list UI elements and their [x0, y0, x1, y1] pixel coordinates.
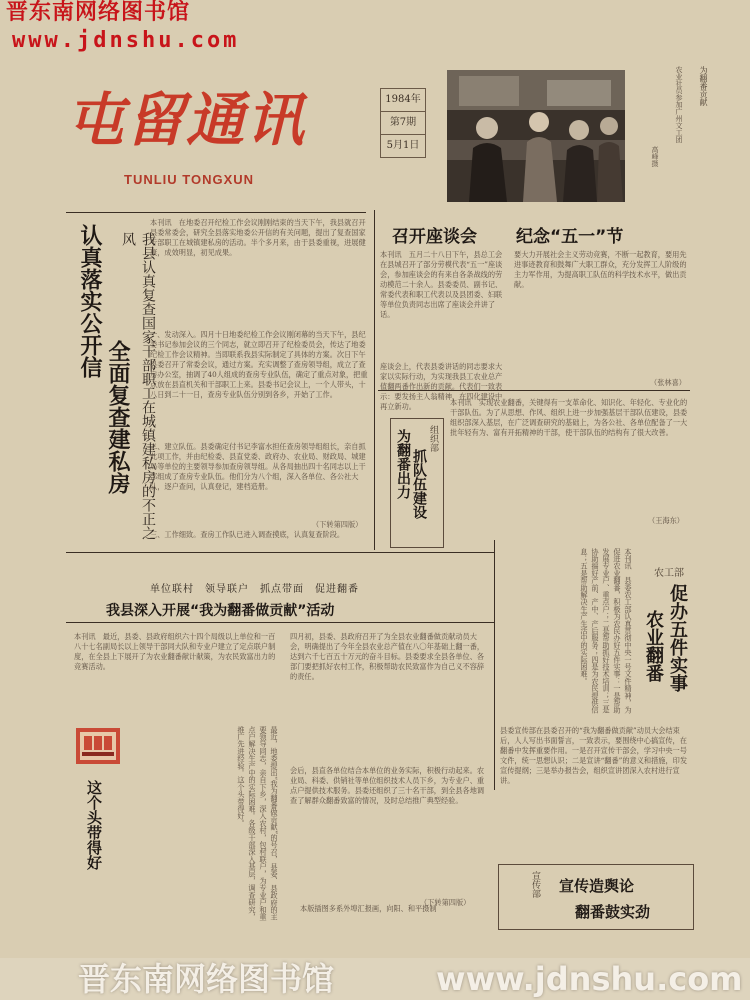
issue-year: 1984年 [381, 89, 425, 112]
lead-continued: （下转第四版） [312, 520, 363, 529]
propaganda-body: 县委宣传部在县委召开的“我为翻番做贡献”动员大会结束后，人人写出书面誓言，一致表示，要围绕中心搞宣传，在翻番中发挥重要作用。一是召开宣传干部会，学习中央一号文件，统一思想认识；二是宣讲“翻番”的意义和措施，印发宣传提纲；三是举办报告会，组织宣讲团深入农村进行宣讲。 [500, 726, 688, 785]
propaganda-box [498, 864, 694, 930]
organize-label: 组织部 [428, 425, 438, 452]
column-banner-image [76, 728, 120, 764]
issue-number: 第7期 [381, 112, 425, 135]
lead-subhead: 我县认真复查国家干部职工在城镇建私房的不正之风 [120, 232, 156, 540]
propaganda-headline-2: 翻番鼓实劲 [575, 903, 651, 921]
watermark-bottom-url: www.jdnshu.com [436, 960, 743, 998]
column-rule-left [374, 210, 375, 550]
agriculture-headline: 促办五件实事 [667, 584, 688, 692]
forum-body-2: 座谈会上，代表县委讲话的同志要求大家以实际行动，为实现我县工农业总产值翻两番作出新的贡献。代表们一致表示：要发扬主人翁精神，在四化建设中再立新功。 [380, 362, 503, 411]
watermark-bottom [0, 958, 750, 1000]
lead-body-4: 三、工作细致。查房工作队已进入调查摸底，认真复查阶段。 [150, 530, 345, 539]
watermark-url: www.jdnshu.com [12, 28, 240, 53]
lead-body-1: 本刊讯 在地委召开纪检工作会议刚刚结束的当天下午，我县就召开县委常委会，研究全县落实地委公开信的有关问题，提出了复查国家干部职工在城镇建私房的活动。半个多月来，由于县委重视，进展健康，成效明显，初见成果。 [150, 218, 366, 257]
lead-headline-1: 认真落实公开信 [77, 224, 102, 378]
forum-body-1: 本刊讯 五月二十八日下午，县总工会在县城召开了部分劳模代表“五一”座谈会，参加座谈会的有来自各条战线的劳动模范二十余人。县委委员、副书记、常委代表和职工代表以及县团委、妇联等单位负责同志出席了座谈会并讲了话。 [380, 250, 503, 319]
activity-rule [66, 622, 494, 623]
footer-note: 本版插图多系外埠汇报画，向阳、和平摄制 [300, 904, 437, 913]
masthead-pinyin: TUNLIU TONGXUN [124, 172, 255, 187]
issue-date: 5月1日 [386, 140, 420, 151]
lead-body-2: 一、发动深入。四月十日地委纪检工作会议刚闭幕的当天下午，县纪委书记参加会议的三个同志，就立即召开了纪检委员会，传达了地委纪检工作会议精神。当即联系我县实际制定了具体的方案。次日下午县委召开了常委会议，通过方案。充实调整了查房领导组，成立了查房办公室，抽调了40人组成的查房专业队伍，确定了重点对象，把重点放在县直机关和干部职工上来。县委书记会议上，一个人带头，十八日到二十一日，查房专业队伍分别到各乡，开始了工作。 [150, 330, 368, 399]
agriculture-body: 本刊讯 县委农工部认真贯彻中央一号文件精神，为促进农业翻番，积极为农民办好五件实事：一是帮助发展专业户、重点户；二是帮助抓好技术培训；三是协助搞好产前、产中、产后服务；四是为农民提供信息；五是帮助解决生产生活中的实际困难。 [580, 548, 633, 714]
lead-headline-2: 全面复查建私房 [105, 340, 130, 494]
agriculture-label: 农工部 [654, 568, 684, 579]
activity-tagline: 单位联村 领导联户 抓点带面 促进翻番 [150, 584, 359, 595]
watermark-bottom-site-name: 晋东南网络图书馆 [78, 960, 335, 998]
photo-caption-text: 农业社员参加广州文工团 [675, 66, 683, 143]
column-title: 这个头带得好 [85, 780, 103, 870]
propaganda-label: 宣传部 [530, 871, 540, 898]
photo-credit: 高峰摄 [651, 146, 659, 167]
photo-caption-title: 为翻番贡献 [699, 66, 708, 106]
masthead-rule [66, 212, 366, 213]
news-photo [447, 70, 625, 202]
photo-caption [632, 66, 712, 186]
activity-body-3: 会后，县直各单位结合本单位的业务实际，积极行动起来。农业局、科委、供销社等单位组织技术人员下乡，为专业户、重点户提供技术服务。县委还组织了三十名干部，到全县各地调查了解群众翻番致富的情况，及时总结推广典型经验。 [290, 766, 485, 805]
column-body: 最近，地委提出“我为翻番做贡献”的号召，县委、县政府的主要领导同志，亲自下乡，深入农村，包村联户，为专业户和重点户解决生产中的实际困难。各级干部深入基层，调查研究，推广先进经验。这个头带得好。 [237, 726, 279, 921]
activity-body-2: 四月初，县委、县政府召开了为全县农业翻番做贡献动员大会，明确提出了今年全县农业总产值在八〇年基础上翻一番，达到六千七百五十万元的奋斗目标。县委要求全县各单位、各部门要把抓好农村工作，积极帮助农民致富作为自己义不容辞的责任。 [290, 632, 485, 681]
lead-body-3: 二、建立队伍。县委确定付书记李富水担任查房领导组组长，亲自抓此项工作，并由纪检委、县直党委、政府办、农业局、财政局、城建局等单位的主要领导参加查房领导组。从各局抽出四十名同志以上干部组成了查房专业队伍。他们分为八个组，深入各单位、各公社大队，逐户查问，认真登记，建档造册。 [150, 442, 366, 491]
propaganda-headline-1: 宣传造舆论 [559, 877, 635, 895]
forum-headline-2: 纪念“五一”节 [516, 227, 624, 247]
organize-headline-1: 抓队伍建设 [411, 449, 427, 519]
column-rule-right [494, 540, 495, 790]
masthead-title: 屯留通讯 [66, 86, 307, 154]
forum-body-3: 要大力开展社会主义劳动竞赛，不断一起教育，要用先进事迹教育和鼓舞广大职工群众，充分发挥工人阶级的主力军作用，为提高职工队伍的科学技术水平，做出贡献。 [514, 250, 687, 289]
forum-headline-1: 召开座谈会 [392, 227, 477, 247]
agriculture-headline-2: 农业翻番 [643, 610, 664, 682]
activity-body-1: 本刊讯 最近，县委、县政府组织六十四个局级以上单位和一百八十七名副局长以上领导干部同大队和专业户建立了定点联户制度，在全县上下展开了为农业翻番献计献策，为农民致富出力的竞赛活动。 [74, 632, 276, 671]
forum-byline: （张林喜） [650, 378, 686, 387]
organize-byline: （王海东） [648, 516, 684, 525]
issue-box [380, 88, 426, 158]
activity-continued: （下转第四版） [420, 898, 471, 907]
organize-body: 本刊讯 实现农业翻番，关键得有一支革命化、知识化、年轻化、专业化的干部队伍。为了从思想、作风、组织上进一步加强基层干部队伍建设，县委组织部深入基层，在广泛调查研究的基础上，为各公社、各单位配备了一大批年轻有为、富有开拓精神的干部，使干部队伍的结构有了很大改善。 [450, 398, 688, 437]
organize-headline-2: 为翻番出力 [395, 429, 411, 499]
organize-box [390, 418, 444, 548]
activity-headline: 我县深入开展“我为翻番做贡献”活动 [106, 603, 335, 619]
watermark-site-name: 晋东南网络图书馆 [6, 0, 191, 25]
